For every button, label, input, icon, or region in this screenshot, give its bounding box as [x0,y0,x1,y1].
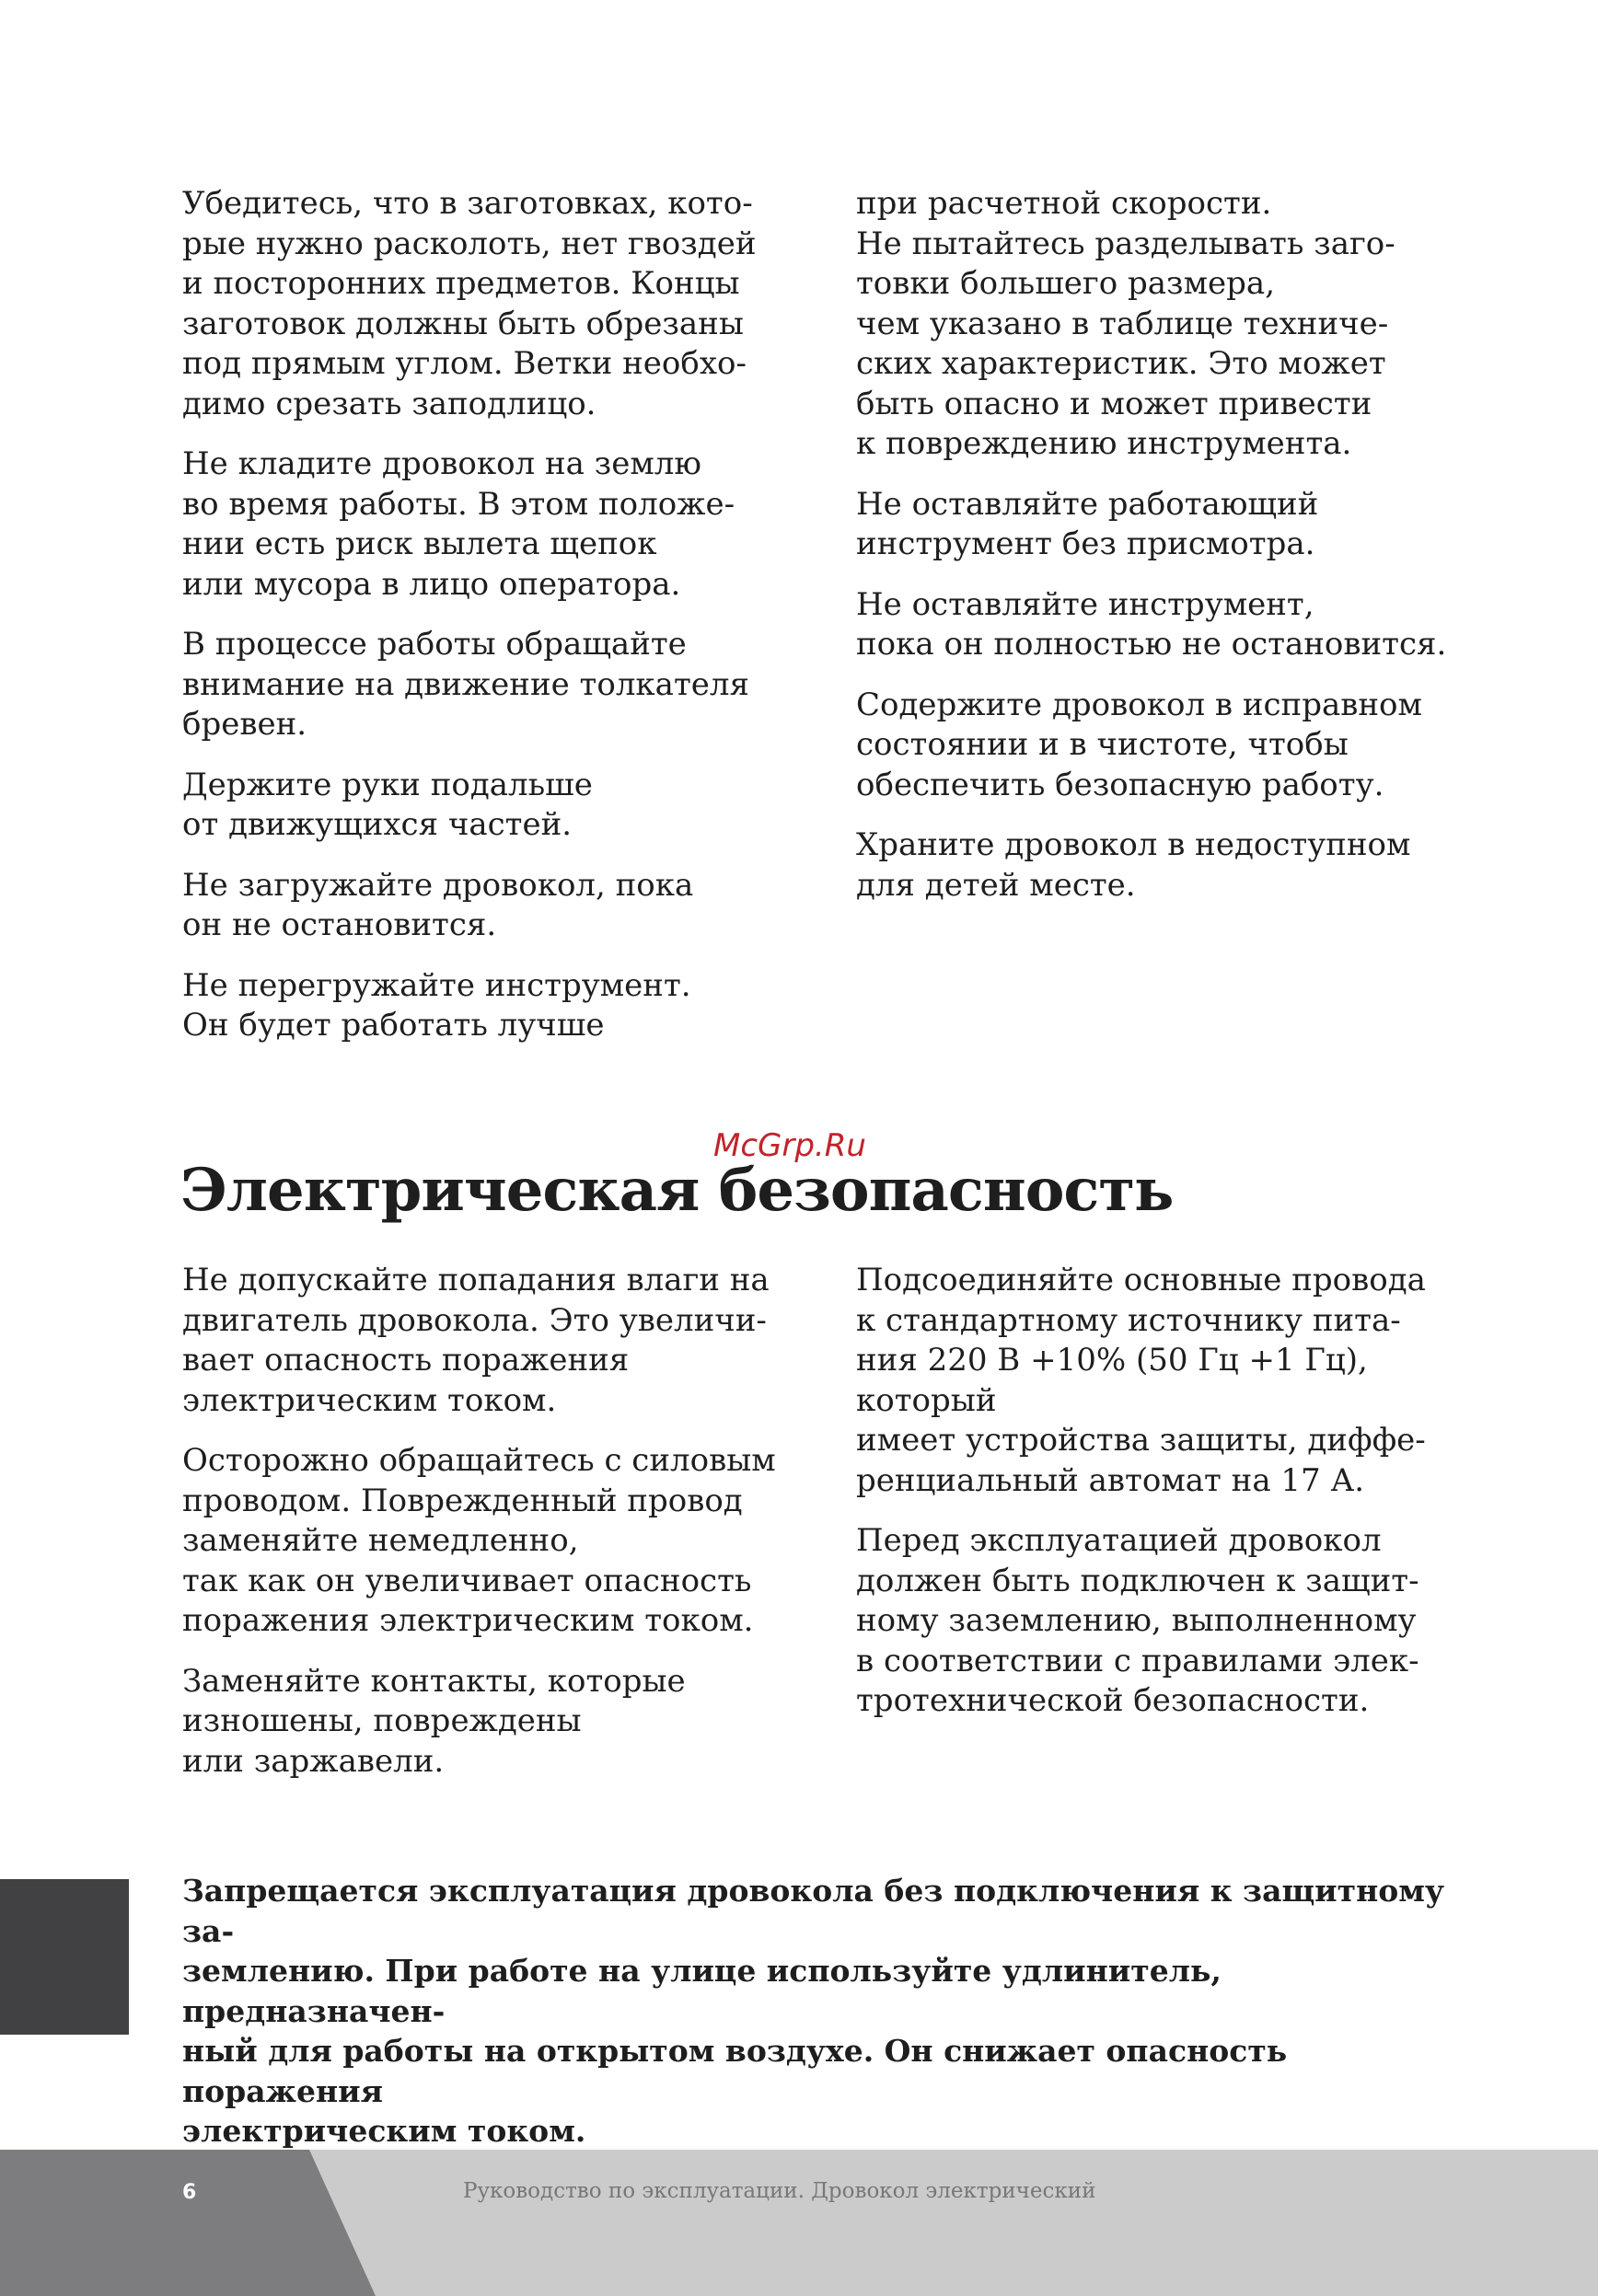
footer-document-title: Руководство по эксплуатации. Дровокол электрический [463,2179,1096,2203]
watermark: McGrp.Ru [713,1127,866,1164]
footer-dark-shape [0,2150,1598,2296]
side-marker-block [0,1879,129,2035]
paragraph: Не кладите дровокол на землю во время работы. В этом положе- нии есть риск вылета щепок или мусора в лицо оператора. [182,445,735,603]
bottom-left-column [182,1261,808,1802]
top-left-column [182,184,808,1067]
warning-text: Запрещается эксплуатация дровокола без подключения к защитному за- землению. При работе на улице используйте удлинитель, предназначен- ный для работы на открытом воздухе. Он снижает опасность поражения электрическим током. [182,1873,1445,2149]
paragraph: Осторожно обращайтесь с силовым проводом. Поврежденный провод заменяйте немедленно, так как он увеличивает опасность поражения электрическим током. [182,1442,776,1639]
paragraph: Убедитесь, что в заготовках, кото- рые нужно расколоть, нет гвоздей и посторонних предметов. Концы заготовок должны быть обрезаны под прямым углом. Ветки необхо- димо срезать заподлицо. [182,185,757,422]
paragraph: Подсоединяйте основные провода к стандартному источнику пита- ния 220 В +10% (50 Гц +1 Гц), который имеет устройства защиты, диффе- ренциальный автомат на 17 А. [856,1262,1426,1499]
paragraph: Держите руки подальше от движущихся частей. [182,766,593,843]
paragraph: Храните дровокол в недоступном для детей месте. [856,826,1411,904]
bottom-right-column [856,1261,1482,1742]
paragraph: В процессе работы обращайте внимание на движение толкателя бревен. [182,626,749,743]
paragraph: Не оставляйте работающий инструмент без присмотра. [856,485,1319,562]
paragraph: Не допускайте попадания влаги на двигатель дровокола. Это увеличи- вает опасность поражения электрическим током. [182,1262,770,1419]
paragraph: Перед эксплуатацией дровокол должен быть подключен к защит- ному заземлению, выполненному в соответствии с правилами элек- тротехнической безопасности. [856,1522,1419,1719]
paragraph: Не оставляйте инструмент, пока он полностью не остановится. [856,585,1447,663]
section-title: Электрическая безопасность [180,1156,1174,1225]
paragraph: Содержите дровокол в исправном состоянии и в чистоте, чтобы обеспечить безопасную работу. [856,686,1422,803]
paragraph: Заменяйте контакты, которые изношены, повреждены или заржавели. [182,1662,686,1780]
top-right-column [856,184,1482,926]
paragraph: при расчетной скорости. Не пытайтесь разделывать заго- товки большего размера, чем указано в таблице техниче- ских характеристик. Это может быть опасно и может привести к повреждению инструмента. [856,185,1395,462]
paragraph: Не загружайте дровокол, пока он не остановится. [182,866,694,943]
paragraph: Не перегружайте инструмент. Он будет работать лучше [182,966,691,1044]
page-number: 6 [182,2181,197,2204]
footer-bar [0,2150,1598,2296]
